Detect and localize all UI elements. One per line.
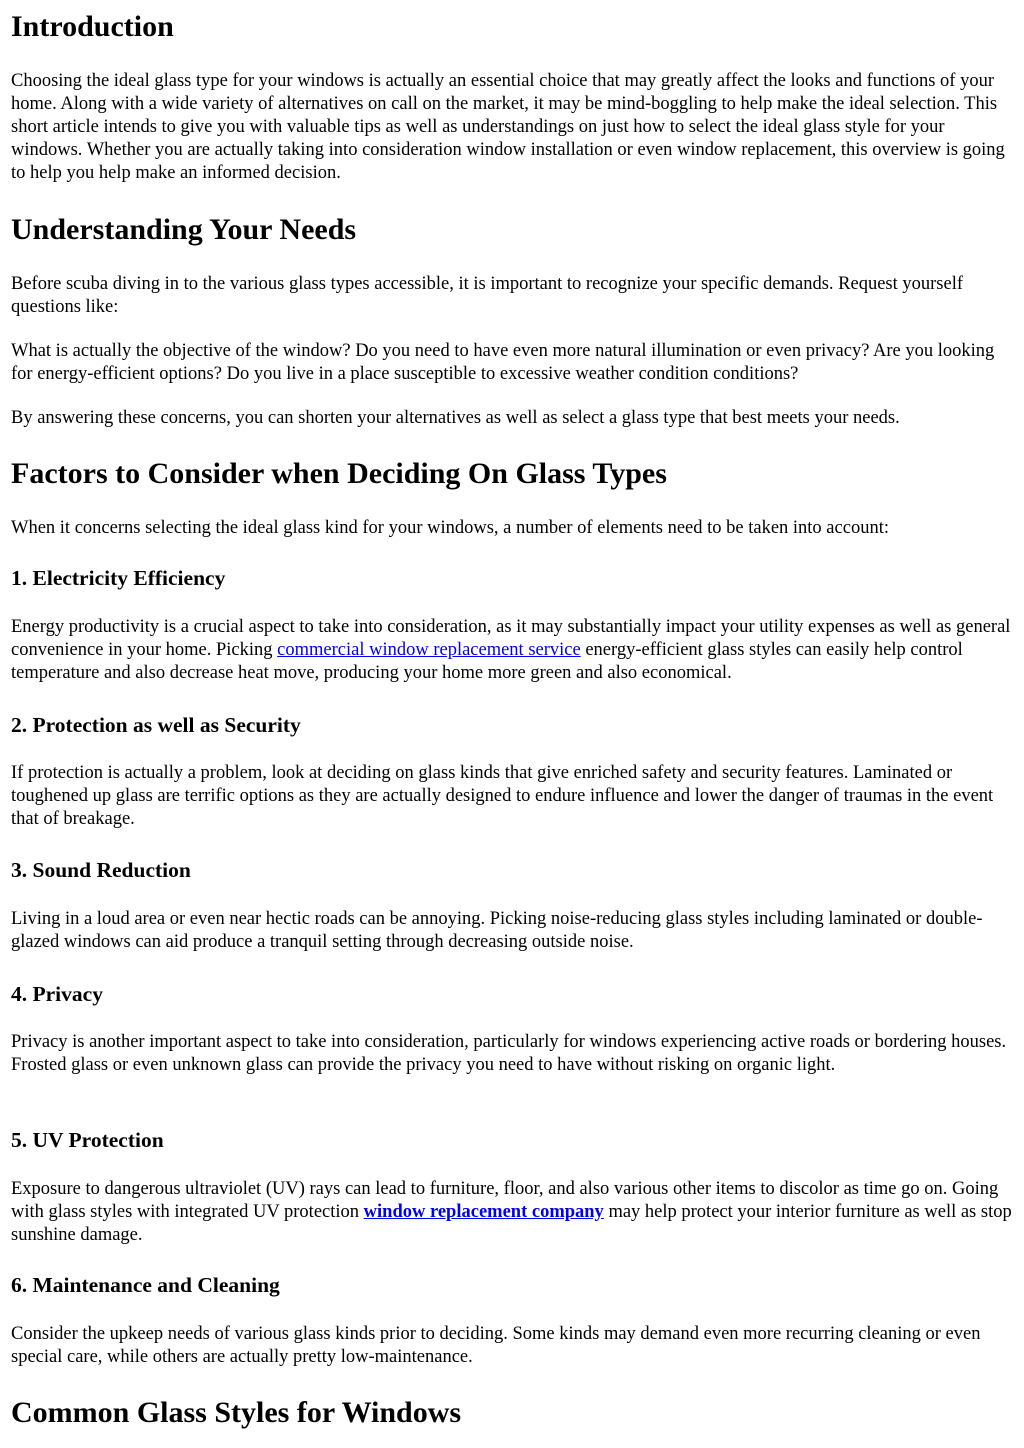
heading-introduction: Introduction [11,10,174,43]
heading-factors: Factors to Consider when Deciding On Glass Types [11,457,667,490]
link-commercial-window-replacement[interactable]: commercial window replacement service [277,640,581,660]
paragraph-maintenance-cleaning: Consider the upkeep needs of various glass kinds prior to deciding. Some kinds may demand even more recurring cleaning or even special care, while others are actually pretty low-maintenance. [11,1324,981,1367]
paragraph-uv-protection [11,1178,1016,1247]
paragraph-needs-3: By answering these concerns, you can shorten your alternatives as well as select a glass type that best meets your needs. [11,408,900,428]
paragraph-sound-reduction: Living in a loud area or even near hectic roads can be annoying. Picking noise-reducing glass styles including laminated or double-glazed windows can aid produce a tranquil setting through decreasing outside noise. [11,909,983,952]
paragraph-factors: When it concerns selecting the ideal glass kind for your windows, a number of elements need to be taken into account: [11,518,889,538]
paragraph-uv-text-after: may help protect your interior furniture as well as stop sunshine damage. [11,1202,1012,1245]
heading-energy-efficiency: 1. Electricity Efficiency [11,566,226,590]
link-window-replacement-company[interactable]: window replacement company [363,1202,604,1222]
paragraph-needs-2: What is actually the objective of the window? Do you need to have even more natural illumination or even privacy? Are you looking for energy-efficient options? Do you live in a place susceptible to excessive weather condition conditions? [11,341,995,384]
paragraph-needs-1: Before scuba diving in to the various glass types accessible, it is important to recognize your specific demands. Request yourself questions like: [11,274,963,317]
paragraph-uv-text-before: Exposure to dangerous ultraviolet (UV) rays can lead to furniture, floor, and also various other items to discolor as time go on. Going with glass styles with integrated UV protection [11,1179,999,1222]
paragraph-energy-text-before: Energy productivity is a crucial aspect to take into consideration, as it may substantially impact your utility expenses as well as general convenience in your home. Picking [11,617,1011,660]
paragraph-energy-text-after: energy-efficient glass styles can easily help control temperature and also decrease heat move, producing your home more green and also economical. [11,640,963,683]
heading-uv-protection: 5. UV Protection [11,1128,164,1152]
paragraph-energy-efficiency [11,616,1016,685]
heading-maintenance-cleaning: 6. Maintenance and Cleaning [11,1273,280,1297]
heading-protection-security: 2. Protection as well as Security [11,713,301,737]
heading-common-glass-styles: Common Glass Styles for Windows [11,1396,462,1429]
heading-privacy: 4. Privacy [11,982,103,1006]
heading-sound-reduction: 3. Sound Reduction [11,858,191,882]
paragraph-introduction: Choosing the ideal glass type for your windows is actually an essential choice that may greatly affect the looks and functions of your home. Along with a wide variety of alternatives on call on the market, it may be mind-boggling to help make the ideal selection. This short article intends to give you with valuable tips as well as understandings on just how to select the ideal glass style for your windows. Whether you are actually taking into consideration window installation or even window replacement, this overview is going to help you help make an informed decision. [11,71,1005,183]
heading-understanding-needs: Understanding Your Needs [11,213,357,246]
paragraph-protection-security: If protection is actually a problem, look at deciding on glass kinds that give enriched safety and security features. Laminated or toughened up glass are terrific options as they are actually designed to endure influence and lower the danger of traumas in the event that of breakage. [11,763,994,829]
paragraph-privacy: Privacy is another important aspect to take into consideration, particularly for windows experiencing active roads or bordering houses. Frosted glass or even unknown glass can provide the privacy you need to have without risking on organic light. [11,1032,1007,1075]
